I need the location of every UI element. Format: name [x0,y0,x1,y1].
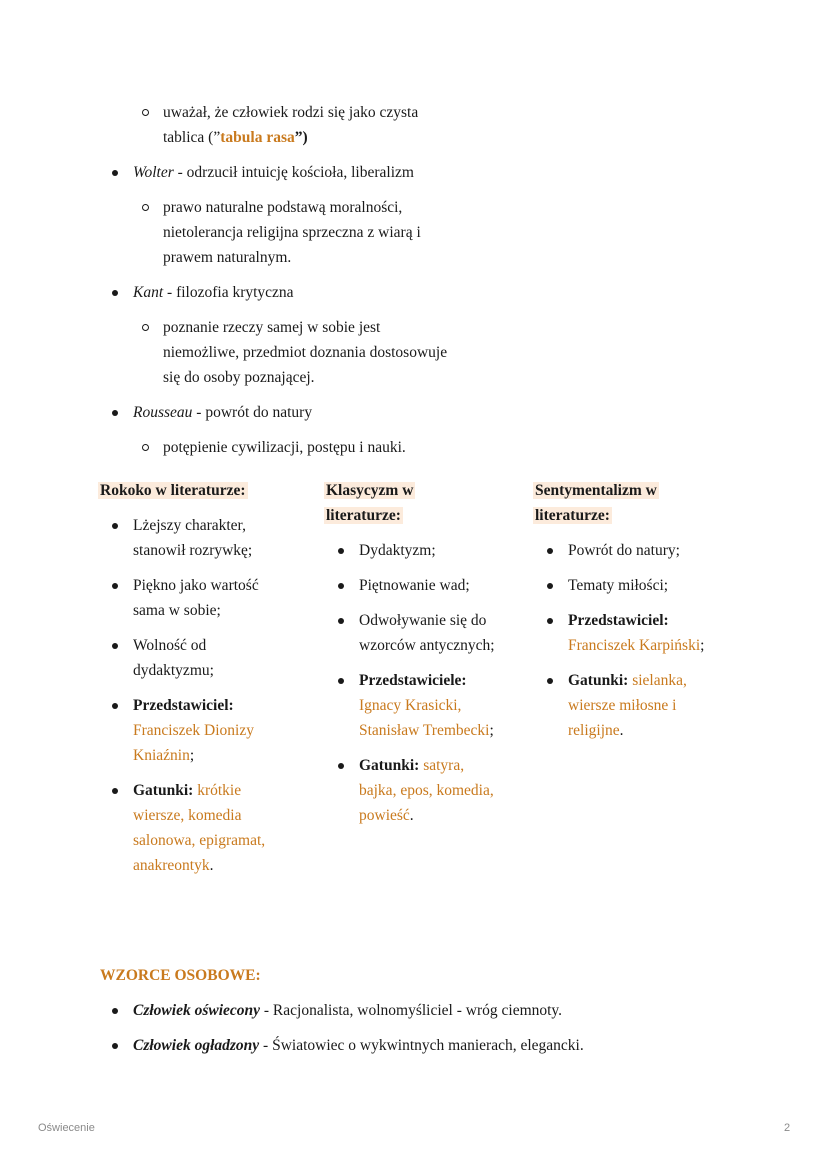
list-item-genres: Gatunki: krótkie wiersze, komedia salonowa, epigramat, anakreontyk. [112,778,265,878]
bullet-icon [112,290,118,296]
sentymentalizm-heading: Sentymentalizm w literaturze: [535,482,657,524]
circle-bullet-icon [142,444,149,451]
list-item: Wolność od dydaktyzmu; [112,633,214,683]
list-item-representative: Przedstawiciel: Franciszek Karpiński; [547,608,704,658]
list-item-rousseau: Rousseau - powrót do natury [112,400,312,425]
bullet-icon [112,703,118,709]
circle-bullet-icon [142,324,149,331]
bullet-icon [547,618,553,624]
list-item: Dydaktyzm; [338,538,436,563]
list-item: Lżejszy charakter, stanowił rozrywkę; [112,513,252,563]
list-item: potępienie cywilizacji, postępu i nauki. [142,435,406,460]
list-item: Człowiek oświecony - Racjonalista, wolnomyśliciel - wróg ciemnoty. [112,998,562,1023]
bullet-icon [112,583,118,589]
list-item: prawo naturalne podstawą moralności, nietolerancja religijna sprzeczna z wiarą i prawem naturalnym. [142,195,421,270]
list-item-wolter: Wolter - odrzucił intuicję kościoła, liberalizm [112,160,414,185]
circle-bullet-icon [142,109,149,116]
tabula-rasa-term: tabula rasa [220,129,295,146]
list-item-kant: Kant - filozofia krytyczna [112,280,294,305]
list-item: Piętnowanie wad; [338,573,470,598]
wzorce-heading: WZORCE OSOBOWE: [100,967,261,984]
circle-bullet-icon [142,204,149,211]
page-number: 2 [784,1122,791,1134]
list-item: Odwoływanie się do wzorców antycznych; [338,608,495,658]
list-item-genres: Gatunki: satyra, bajka, epos, komedia, powieść. [338,753,494,828]
bullet-icon [338,548,344,554]
bullet-icon [112,170,118,176]
bullet-icon [112,523,118,529]
bullet-icon [112,1008,118,1014]
bullet-icon [547,678,553,684]
bullet-icon [112,410,118,416]
list-item: Tematy miłości; [547,573,668,598]
bullet-icon [112,788,118,794]
list-item: Piękno jako wartość sama w sobie; [112,573,259,623]
bullet-icon [338,583,344,589]
list-item-representatives: Przedstawiciele: Ignacy Krasicki, Stanisław Trembecki; [338,668,494,743]
bullet-icon [112,1043,118,1049]
list-item: uważał, że człowiek rodzi się jako czysta tablica (”tabula rasa”) [142,100,418,150]
rokoko-heading: Rokoko w literaturze: [100,482,246,499]
list-item-genres: Gatunki: sielanka, wiersze miłosne i religijne. [547,668,687,743]
bullet-icon [112,643,118,649]
klasycyzm-heading: Klasycyzm w literaturze: [326,482,414,524]
bullet-icon [338,618,344,624]
footer-title: Oświecenie [38,1122,95,1134]
list-item: Człowiek ogładzony - Światowiec o wykwintnych manierach, elegancki. [112,1033,584,1058]
bullet-icon [547,583,553,589]
bullet-icon [338,763,344,769]
list-item: poznanie rzeczy samej w sobie jest niemożliwe, przedmiot doznania dostosowuje się do osoby poznającej. [142,315,447,390]
list-item-representative: Przedstawiciel: Franciszek Dionizy Kniaźnin; [112,693,254,768]
bullet-icon [338,678,344,684]
bullet-icon [547,548,553,554]
list-item: Powrót do natury; [547,538,680,563]
